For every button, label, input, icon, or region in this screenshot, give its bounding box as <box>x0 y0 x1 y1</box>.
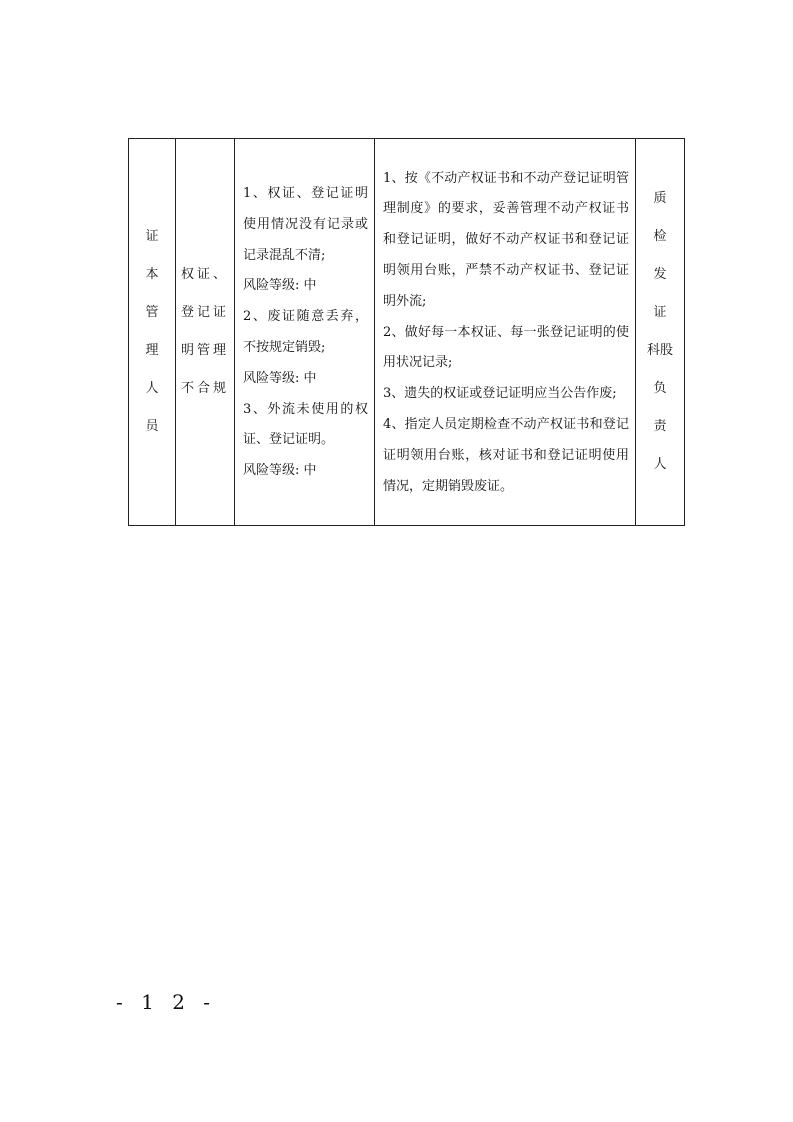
responsible-cell <box>636 139 685 526</box>
object-cell <box>129 139 176 526</box>
object-char: 理 <box>145 343 159 358</box>
risk-items-text <box>235 171 374 493</box>
responsible-char: 人 <box>653 457 667 472</box>
risk-point-line: 权证、 <box>180 267 229 282</box>
object-char: 证 <box>145 229 159 244</box>
page-number: - 1 2 - <box>116 990 217 1014</box>
responsible-char: 负 <box>653 381 667 396</box>
risk-item: 3、外流未使用的权证、登记证明。 <box>243 401 368 448</box>
risk-level: 风险等级: 中 <box>243 370 317 386</box>
measure-item: 3、遗失的权证或登记证明应当公告作废; <box>383 386 617 402</box>
responsible-char: 质 <box>653 191 667 206</box>
responsible-char: 责 <box>653 419 667 434</box>
table-row <box>129 139 685 526</box>
object-text <box>129 139 175 525</box>
measures-cell <box>375 139 636 526</box>
risk-items-cell <box>235 139 375 526</box>
risk-point-line: 明管理 <box>180 343 229 358</box>
measure-item: 2、做好每一本权证、每一张登记证明的使用状况记录; <box>383 324 629 371</box>
risk-item: 1、权证、登记证明使用情况没有记录或记录混乱不清; <box>243 186 368 263</box>
risk-table <box>128 138 685 526</box>
responsible-char: 科股 <box>646 343 673 358</box>
object-char: 人 <box>145 381 159 396</box>
measure-item: 4、指定人员定期检查不动产权证书和登记证明领用台账，核对证书和登记证明使用情况，定期销毁废证。 <box>383 416 629 494</box>
risk-point-cell <box>176 139 235 526</box>
risk-level: 风险等级: 中 <box>243 463 317 479</box>
responsible-char: 证 <box>653 305 667 320</box>
risk-point-text <box>176 139 234 525</box>
risk-level: 风险等级: 中 <box>243 278 317 294</box>
responsible-text <box>636 139 684 525</box>
object-char: 管 <box>145 305 159 320</box>
measure-item: 1、按《不动产权证书和不动产登记证明管理制度》的要求，妥善管理不动产权证书和登记证明，做好不动产权证书和登记证明领用台账，严禁不动产权证书、登记证明外流; <box>383 170 629 309</box>
responsible-char: 发 <box>653 267 667 282</box>
risk-point-line: 不合规 <box>180 381 229 396</box>
risk-point-line: 登记证 <box>180 305 229 320</box>
object-char: 本 <box>145 267 159 282</box>
responsible-char: 检 <box>653 229 667 244</box>
object-char: 员 <box>145 419 159 434</box>
risk-item: 2、废证随意丢弃，不按规定销毁; <box>243 309 368 355</box>
measures-text <box>375 156 635 509</box>
